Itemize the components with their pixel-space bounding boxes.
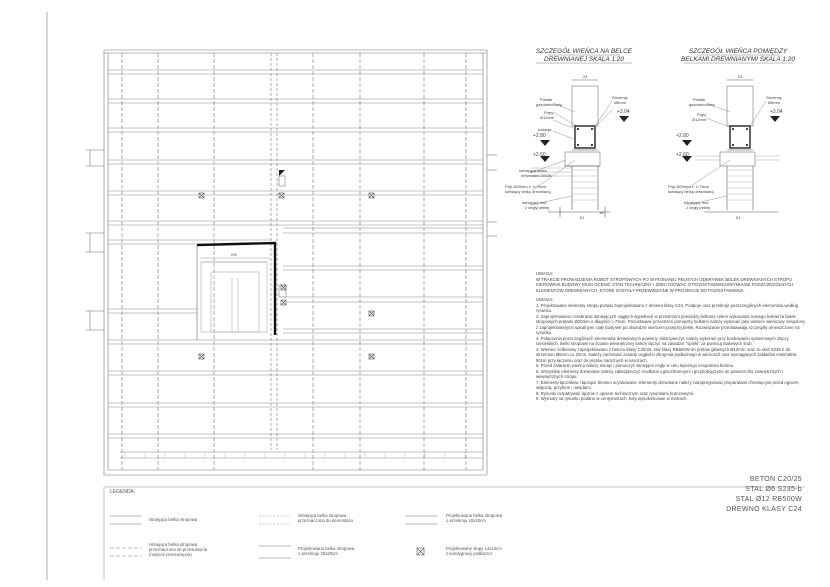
note-item: 2. Zaprojektowano rozebranie istniejących ciągłych wypełnień w przestrzeni pomiędzy belkami celem wykonania nowego kołnierza belek stropowych prętami Ø20mm o długości l=75cm. Pozostawiać przestrzeń pomiędzy belkami należy wykonać jako wieniec wieńcowy zespolony z zaprojektowanymi spiralnymi ciały budynek po obwodzie wieńcem powyżej belek. Rozwiązanie przedstawiają szczegóły umieszczone na rysunku. [536, 313, 806, 335]
spec-line: BETON C20/25 [749, 476, 802, 483]
callout-label: Ø12mm [540, 115, 555, 120]
callout-label: Strzemię [612, 95, 628, 100]
legend-item-new-beam-20x20: Projektowana belka stropowa o przekroju 20x20cm [298, 546, 355, 557]
callout-label: z cegły pełnej [686, 205, 711, 210]
level-label: +3.04 [617, 109, 630, 115]
callout-label: Pustak [693, 97, 706, 102]
material-spec [690, 475, 802, 515]
legend-item-demolition-beam: Istniejąca belka stropowa przeznaczona do demontażu [298, 513, 354, 524]
detail-right [668, 46, 795, 220]
detail-left-title-1: SZCZEGÓŁ WIEŃCA NA BELCE [535, 48, 633, 55]
column-marker [369, 193, 374, 198]
note-item: 7. Elementy łączników i łączące drewno ocynkowane. Elementy drewniane należy zaimpregnować preparatami chroniącymi przed ogniem, wilgocią, grzybem i owadami. [536, 379, 800, 390]
callout-label: Ø6mm [768, 100, 780, 105]
note-item: 8. Rysunki rozpatrywać łącznie z opisem technicznym oraz rysunkami branżowymi. [536, 390, 695, 396]
level-marker-icons [682, 116, 780, 162]
callout-label: Istniejący mur [522, 200, 547, 205]
plan-wall-fill-marks [279, 170, 286, 297]
callout-label: Istniejący mur [684, 200, 709, 205]
dimension-label: 51 [580, 215, 585, 220]
level-label: +2.80 [676, 133, 689, 139]
level-marker-icons [540, 116, 629, 162]
legend-item-existing-beam: Istniejąca belka stropowa [149, 517, 198, 522]
callout-label: Ø6mm [614, 100, 626, 105]
callout-label: Pustak [540, 97, 553, 102]
notes-heading: UWAGA: [536, 271, 554, 276]
spec-line: STAL Ø12 RB500W [735, 496, 802, 503]
note-item: 3. Połączenia poszczególnych elementów drewnianych powinny zabezpieczyć należy wykonać przy bosbowaniu systemowym złączy ciesielskich. Belki stropowe na ścianie wewnętrznej należy łączyć na zasadzie "spinki" za pomocą stalowych śrub. [536, 335, 789, 346]
detail-right-title-1: SZCZEGÓŁ WIEŃCA POMIĘDZY [688, 48, 788, 55]
notes-intro: W TRAKCIE PROWADZENIA ROBÓT STROPOWYCH PO WYKONANIU PEŁNYCH ODKRYWEK BELEK DREWNIANYCH STROPU KIEROWNIK BUDOWY MUSI OCENIĆ STAN TECHNICZNY I ZDECYDOWAĆ O POZOSTAWIENIU/WYMIANIE POSZCZEGÓLNYCH ELEMENTÓW DREWNIANYCH, KTÓRE ZOSTAŁY PRZEWIDZIANE W PROJEKCIE DO POZOSTAWIENIA. [536, 276, 794, 293]
column-marker [279, 193, 284, 198]
opening-dim-label: 200 [231, 253, 237, 257]
note-item: 4. Wieniec żelbetowy zaprojektowano z betonu klasy C20/25, stal klasy RB500W do prętów głównych Ø12mm oraz ze stali S235 b do strzemion Ø6mm co 20cm. Należy zachować zasadę ciągłości zbrojenia podłużnego w wieńcach oraz wymaganych zakładów minimalnie 50cm przy łączeniu oraz do prętów narożnych w narożach. [536, 346, 797, 363]
level-label: +3.04 [770, 109, 783, 115]
level-label: +2.80 [533, 133, 546, 139]
column-marker [369, 354, 374, 359]
stair-opening [197, 243, 275, 340]
legend-item-new-beam-10x20: Projektowana belka stropowa o przekroju 10x20cm [446, 513, 503, 524]
note-item: 5. Przed zalaniem wieńca należy naciąć i pomoczyć istniejące cegły w celu lepszego zespolenia betonu. [536, 363, 735, 368]
dimension-label: 51 [736, 215, 741, 220]
dimension-label: 18 [599, 210, 604, 215]
detail-right-title-2: BELKAMI DREWNIANYMI SKALA 1:20 [681, 56, 795, 63]
spec-line: DREWNO KLASY C24 [726, 506, 802, 513]
legend-title: LEGENDA: [110, 489, 136, 495]
callout-label: Pręty [697, 112, 707, 117]
callout-label: izolacja [538, 127, 552, 132]
note-item: 6. Wszystkie elementy drewniane należy zabezpieczyć środkami ogniochronnymi i grzybobójczymi do powierzchni zewnętrznych i wewnętrznych stropu. [536, 368, 783, 379]
legend-symbol-demolition-beam [259, 516, 291, 524]
legend-symbol-existing-beam [110, 516, 142, 524]
callout-label: drewniana 20x25 [521, 173, 552, 178]
callout-label: Pręt Ø20mm c. l=75cm [505, 184, 547, 189]
callout-label: gazobetonowy [536, 102, 562, 107]
dimension-label: 24 [583, 74, 588, 79]
column-marker [199, 354, 204, 359]
legend-symbol-column [417, 548, 424, 555]
plan-columns [199, 193, 374, 359]
bottom-wall-hatch [125, 452, 465, 458]
floor-beams [108, 70, 483, 458]
floor-plan [104, 50, 487, 475]
legend-item-moved-beam: Istniejąca belka stropowa przeznaczona do przesunięcia (miejsce przesunięcia) [149, 542, 208, 558]
column-marker [281, 285, 286, 290]
column-marker [369, 311, 374, 316]
callout-label: Pręty [544, 110, 554, 115]
detail-left [505, 46, 633, 220]
notes-block [536, 271, 806, 402]
detail-left-title-2: DREWNIANEJ SKALA 1:20 [544, 56, 624, 63]
callout-label: kotwiący belkę drewnianą [505, 189, 551, 194]
legend-symbol-moved-beam [110, 548, 142, 556]
legend-item-column: Projektowane słupy 14x14cm z kondygnacji podłaszcz [446, 546, 502, 557]
note-item: 9. Wymiary na rysunku podano w centymetrach, koty wysokościowe w metrach. [536, 396, 688, 401]
level-label: +2.60 [676, 152, 689, 158]
column-marker [199, 193, 204, 198]
level-label: +2.60 [533, 152, 546, 158]
legend-symbol-new-beam-10x20 [406, 516, 438, 524]
notes-heading-2: UWAGA: [536, 297, 554, 302]
callout-label: Strzemię [766, 95, 782, 100]
note-item: 1. Projektowane elementy stropu portalu zaprojektowano z drewna klasy C24. Podpoje oraz przekroje poszczególnych elementów według rysunku. [536, 302, 799, 313]
spec-line: STAL Ø6 S235-b [745, 486, 802, 493]
callout-label: z cegły pełnej [525, 205, 550, 210]
column-marker [281, 300, 286, 305]
callout-label: Ø12mm [692, 117, 707, 122]
dimension-label: 24 [738, 74, 743, 79]
legend-symbol-new-beam-20x20 [259, 546, 291, 558]
callout-label: kotwiący belkę drewnianą [668, 189, 714, 194]
callout-label: Pręt Ø20mm c. l=75cm [668, 184, 710, 189]
callout-label: gazobetonowy [689, 102, 715, 107]
callout-label: Istniejąca belka [519, 168, 547, 173]
